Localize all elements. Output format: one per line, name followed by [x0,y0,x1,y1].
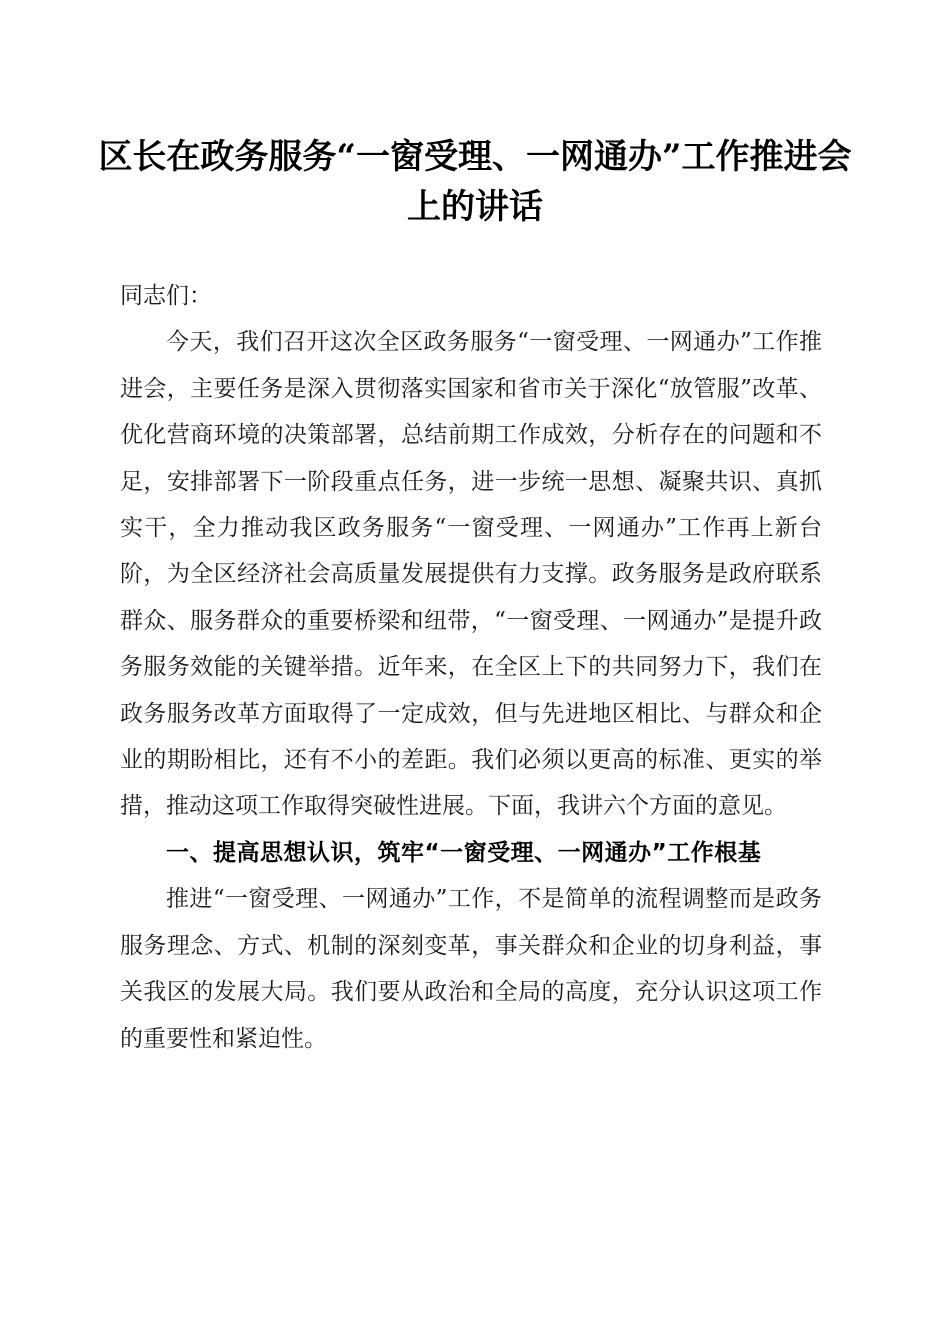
opening-paragraph: 今天，我们召开这次全区政务服务“一窗受理、一网通办”工作推进会，主要任务是深入贯彻落实国家和省市关于深化“放管服”改革、优化营商环境的决策部署，总结前期工作成效，分析存在的问题和不足，安排部署下一阶段重点任务，进一步统一思想、凝聚共识、真抓实干，全力推动我区政务服务“一窗受理、一网通办”工作再上新台阶，为全区经济社会高质量发展提供有力支撑。政务服务是政府联系群众、服务群众的重要桥梁和纽带，“一窗受理、一网通办”是提升政务服务效能的关键举措。近年来，在全区上下的共同努力下，我们在政务服务改革方面取得了一定成效，但与先进地区相比、与群众和企业的期盼相比，还有不小的差距。我们必须以更高的标准、更实的举措，推动这项工作取得突破性进展。下面，我讲六个方面的意见。 [120,329,822,820]
salutation: 同志们： [120,283,212,309]
document-title: 区长在政务服务“一窗受理、一网通办”工作推进会上的讲话 [98,137,852,227]
section-heading: 一、提高思想认识，筑牢“一窗受理、一网通办”工作根基 [166,839,762,866]
section-paragraph: 推进“一窗受理、一网通办”工作，不是简单的流程调整而是政务服务理念、方式、机制的深刻变革，事关群众和企业的切身利益，事关我区的发展大局。我们要从政治和全局的高度，充分认识这项工作的重要性和紧迫性。 [120,886,822,1052]
document-body [120,273,822,1062]
